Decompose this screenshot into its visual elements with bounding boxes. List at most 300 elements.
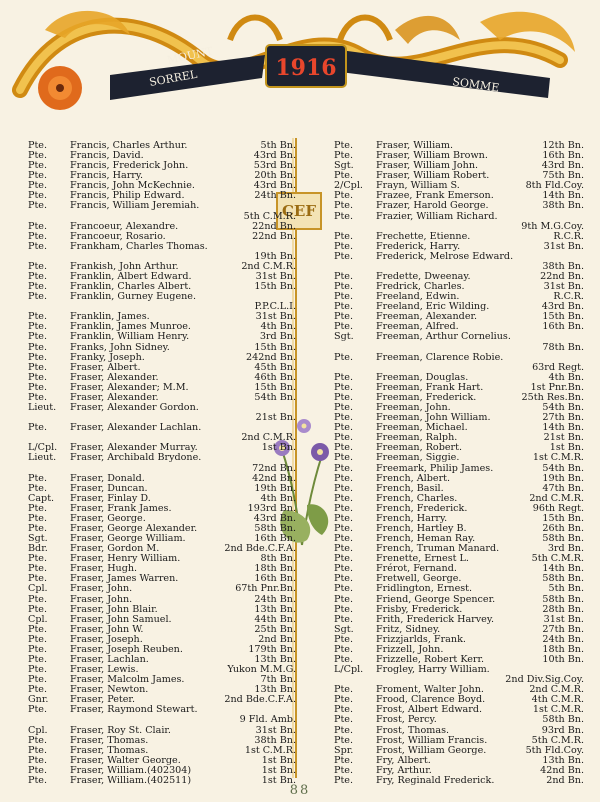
name-text: Fraser, Alexander Gordon. (70, 402, 199, 414)
name-text: Fraser, Raymond Stewart. (70, 704, 198, 716)
unit-text: Yukon M.M.G. (227, 664, 296, 676)
unit-text: 15th Bn. (254, 381, 296, 393)
rank-text: Pte. (28, 170, 48, 182)
unit-text: 38th Bn. (542, 200, 584, 212)
name-text: Freeman, Alexander. (376, 311, 478, 323)
unit-text: 26th Bn. (542, 522, 584, 534)
rank-text: Pte. (28, 774, 48, 786)
name-text: Frith, Frederick Harvey. (376, 613, 495, 625)
name-text: French, Basil. (376, 482, 444, 494)
page-number: 88 (289, 783, 311, 798)
name-text: Frederick, Melrose Edward. (376, 250, 514, 262)
unit-text: 1st C.M.R. (244, 744, 296, 756)
name-text: Frood, Clarence Boyd. (376, 694, 486, 706)
name-text: Franks, John Sidney. (70, 341, 170, 353)
unit-text: 58th Bn. (542, 573, 584, 585)
name-text: Freeman, John. (376, 402, 451, 414)
unit-text: 45th Bn. (254, 361, 296, 373)
name-text: Fretwell, George. (376, 573, 462, 585)
casualty-row (28, 584, 296, 594)
rank-text: Pte. (28, 291, 48, 303)
name-text: Francis, Frederick John. (70, 160, 189, 172)
unit-text: 31st Bn. (255, 724, 296, 736)
rank-text: Pte. (334, 734, 354, 746)
rank-text: Gnr. (28, 694, 49, 706)
unit-text: 24th Bn. (254, 190, 296, 202)
unit-text: 5th Bn. (548, 583, 584, 595)
name-text: Freeman, John William. (376, 412, 491, 424)
rank-text: Pte. (28, 744, 48, 756)
name-text: Frazier, William Richard. (376, 210, 498, 222)
name-text: Fry, Reginald Frederick. (376, 774, 495, 786)
name-text: Fraser, William John. (376, 160, 479, 172)
name-text: Francoeur, Rosario. (70, 230, 166, 242)
cef-monogram: CEF (276, 192, 322, 230)
rank-text: Pte. (334, 522, 354, 534)
name-text: Fraser, Malcolm James. (70, 674, 185, 686)
rank-text: Pte. (28, 593, 48, 605)
unit-text: 15th Bn. (542, 311, 584, 323)
name-text: Fredette, Dweenay. (376, 271, 471, 283)
unit-text: 5th Fld.Coy. (525, 744, 584, 756)
name-text: Fredrick, Charles. (376, 281, 465, 293)
unit-text: 3rd Bn. (259, 331, 296, 343)
unit-text: 93rd Bn. (541, 724, 584, 736)
rank-text: Pte. (334, 462, 354, 474)
rank-text: Pte. (28, 422, 48, 434)
unit-text: 16th Bn. (254, 573, 296, 585)
unit-text: 43rd Bn. (253, 180, 296, 192)
unit-text: 31st Bn. (543, 240, 584, 252)
unit-text: 12th Bn. (542, 140, 584, 151)
name-text: Fraser, William Robert. (376, 170, 490, 182)
name-text: Fraser, Finlay D. (70, 492, 151, 504)
name-text: French, Heman Ray. (376, 533, 476, 545)
unit-text: 58th Bn. (542, 533, 584, 545)
rank-text: Pte. (28, 361, 48, 373)
rank-text: Pte. (28, 502, 48, 514)
name-text: French, Hartley B. (376, 522, 467, 534)
name-text: Freeman, Alfred. (376, 321, 459, 333)
name-text: Fritz, Sidney. (376, 623, 441, 635)
unit-text: 15th Bn. (542, 512, 584, 524)
rank-text: Pte. (334, 472, 354, 484)
unit-text: 19th Bn. (542, 472, 584, 484)
rank-text: Pte. (334, 643, 354, 655)
name-text: Frazer, Harold George. (376, 200, 489, 212)
unit-text: 21st Bn. (255, 412, 296, 424)
name-text: Fraser, Frank James. (70, 502, 172, 514)
name-text: Frederick, Harry. (376, 240, 461, 252)
unit-text: 38th Bn. (542, 260, 584, 272)
unit-text: 27th Bn. (542, 412, 584, 424)
name-text: Francis, Philip Edward. (70, 190, 185, 202)
casualty-row (334, 453, 584, 463)
rank-text: Pte. (28, 512, 48, 524)
rank-text: Pte. (28, 391, 48, 403)
name-text: Fraser, George Alexander. (70, 522, 198, 534)
rank-text: Pte. (334, 764, 354, 776)
name-text: French, Truman Manard. (376, 543, 500, 555)
rank-text: Pte. (334, 543, 354, 555)
rank-text: Pte. (28, 643, 48, 655)
rank-text: Pte. (28, 220, 48, 232)
rank-text: Lieut. (28, 402, 57, 414)
name-text: Franklin, Albert Edward. (70, 271, 192, 283)
unit-text: 27th Bn. (542, 623, 584, 635)
unit-text: 13th Bn. (542, 754, 584, 766)
rank-text: Pte. (334, 351, 354, 363)
rank-text: Pte. (334, 391, 354, 403)
rank-text: Pte. (28, 240, 48, 252)
unit-text: 43rd Bn. (253, 512, 296, 524)
unit-text: 31st Bn. (543, 613, 584, 625)
unit-text: P.P.C.L.I. (254, 301, 296, 313)
name-text: Fraser, John W. (70, 623, 144, 635)
rank-text: Pte. (28, 200, 48, 212)
unit-text: 96th Regt. (532, 502, 584, 514)
unit-text: 1st Bn. (549, 442, 584, 454)
name-text: Freeman, Clarence Robie. (376, 351, 504, 363)
rank-text: Pte. (28, 603, 48, 615)
name-text: Fraser, Joseph. (70, 633, 143, 645)
unit-text: 1st Bn. (261, 754, 296, 766)
rank-text: Pte. (334, 603, 354, 615)
rank-text: Pte. (334, 150, 354, 162)
rank-text: Pte. (334, 724, 354, 736)
unit-text: 2nd C.M.R. (241, 260, 296, 272)
unit-text: 1st Bn. (261, 442, 296, 454)
rank-text: Pte. (28, 160, 48, 172)
name-text: Freeman, Michael. (376, 422, 468, 434)
rank-text: Pte. (334, 754, 354, 766)
rank-text: Pte. (28, 764, 48, 776)
rank-text: Pte. (334, 301, 354, 313)
name-text: Francis, Harry. (70, 170, 144, 182)
rank-text: Pte. (334, 583, 354, 595)
unit-text: 2nd Bn. (546, 774, 584, 786)
rank-text: Pte. (28, 311, 48, 323)
unit-text: 42nd Bn. (540, 764, 584, 776)
name-text: Freeman, Robert. (376, 442, 463, 454)
rank-text: Pte. (334, 200, 354, 212)
unit-text: 24th Bn. (542, 633, 584, 645)
unit-text: 179th Bn. (248, 643, 296, 655)
rank-text: Pte. (334, 512, 354, 524)
name-text: French, Frederick. (376, 502, 468, 514)
name-text: Fraser, James Warren. (70, 573, 179, 585)
name-text: Francis, John McKechnie. (70, 180, 195, 192)
unit-text: 1st Bn. (261, 774, 296, 786)
unit-text: 13th Bn. (254, 684, 296, 696)
rank-text: Pte. (28, 230, 48, 242)
unit-text: 25th Bn. (254, 623, 296, 635)
unit-text: 54th Bn. (542, 462, 584, 474)
name-text: Frenette, Ernest L. (376, 553, 469, 565)
rank-text: Pte. (28, 371, 48, 383)
name-text: Fraser, William. (376, 140, 454, 151)
name-text: Frost, William George. (376, 744, 487, 756)
rank-text: Pte. (334, 573, 354, 585)
name-text: Francis, Charles Arthur. (70, 140, 188, 151)
name-text: Fraser, William Brown. (376, 150, 488, 162)
rank-text: Pte. (28, 553, 48, 565)
unit-text: 63rd Regt. (532, 361, 584, 373)
rank-text: Pte. (28, 190, 48, 202)
unit-text: 3rd Bn. (547, 543, 584, 555)
name-text: Franklin, Charles Albert. (70, 281, 192, 293)
unit-text: 2nd C.M.R. (529, 684, 584, 696)
unit-text: 1st C.M.R. (532, 704, 584, 716)
unit-text: 242nd Bn. (246, 351, 296, 363)
unit-text: 14th Bn. (542, 422, 584, 434)
unit-text: 20th Bn. (254, 170, 296, 182)
right-column (334, 141, 584, 786)
name-text: Freeland, Edwin. (376, 291, 460, 303)
rank-text: Pte. (334, 210, 354, 222)
somme-label: SOMME (451, 75, 501, 95)
name-text: Freeman, Frederick. (376, 391, 477, 403)
rank-text: Pte. (28, 704, 48, 716)
unit-text: 58th Bn. (542, 593, 584, 605)
name-text: Francis, William Jeremiah. (70, 200, 200, 212)
rank-text: Pte. (334, 653, 354, 665)
rank-text: Pte. (334, 442, 354, 454)
name-text: Fraser, William.(402304) (70, 764, 192, 776)
rank-text: Pte. (334, 271, 354, 283)
sorrel-label: SORREL (148, 67, 199, 89)
name-text: Fraser, Donald. (70, 472, 145, 484)
rank-text: Sgt. (334, 331, 354, 343)
name-text: Fry, Arthur. (376, 764, 432, 776)
rank-text: Pte. (28, 260, 48, 272)
rank-text: Pte. (334, 774, 354, 786)
unit-text: 31st Bn. (255, 271, 296, 283)
rank-text: Pte. (334, 553, 354, 565)
name-text: Friend, George Spencer. (376, 593, 496, 605)
year-label: 1916 (275, 55, 337, 81)
name-text: Fraser, Alexander; M.M. (70, 381, 189, 393)
illuminated-banner (0, 0, 600, 135)
rank-text: Pte. (334, 281, 354, 293)
unit-text: 13th Bn. (254, 603, 296, 615)
unit-text: 8th Fld.Coy. (525, 180, 584, 192)
rank-text: Pte. (334, 291, 354, 303)
name-text: French, Harry. (376, 512, 448, 524)
rank-text: Pte. (334, 684, 354, 696)
name-text: Frost, Albert Edward. (376, 704, 483, 716)
name-text: Francoeur, Alexandre. (70, 220, 179, 232)
rank-text: Pte. (28, 684, 48, 696)
unit-text: 54th Bn. (542, 402, 584, 414)
rank-text: Pte. (334, 432, 354, 444)
name-text: Fraser, Alexander Murray. (70, 442, 198, 454)
rank-text: Sgt. (334, 160, 354, 172)
rank-text: Pte. (334, 492, 354, 504)
name-text: Fraser, Newton. (70, 684, 149, 696)
rank-text: L/Cpl. (28, 442, 58, 454)
name-text: Fraser, William.(402511) (70, 774, 192, 786)
unit-text: 18th Bn. (254, 563, 296, 575)
casualty-row (28, 453, 296, 463)
rank-text: Pte. (28, 623, 48, 635)
unit-text: 8th Bn. (260, 553, 296, 565)
unit-text: 28th Bn. (542, 603, 584, 615)
unit-text: 43rd Bn. (541, 160, 584, 172)
name-text: Fraser, Archibald Brydone. (70, 452, 202, 464)
casualty-row (28, 484, 296, 494)
unit-text: 16th Bn. (542, 321, 584, 333)
unit-text: 5th C.M.R. (531, 734, 584, 746)
name-text: Franklin, William Henry. (70, 331, 190, 343)
rank-text: Pte. (334, 140, 354, 151)
rank-text: Pte. (28, 573, 48, 585)
name-text: Fraser, Roy St. Clair. (70, 724, 171, 736)
unit-text: 2nd Div.Sig.Coy. (505, 674, 584, 686)
name-text: Frankham, Charles Thomas. (70, 240, 208, 252)
rank-text: Pte. (334, 482, 354, 494)
unit-text: 9 Fld. Amb. (239, 714, 296, 726)
rank-text: Pte. (334, 230, 354, 242)
name-text: Frizzelle, Robert Kerr. (376, 653, 485, 665)
name-text: Fraser, John. (70, 583, 133, 595)
unit-text: 1st C.M.R. (532, 452, 584, 464)
rank-text: Pte. (28, 563, 48, 575)
rank-text: Pte. (334, 613, 354, 625)
unit-text: 25th Res.Bn. (521, 391, 584, 403)
rank-text: Bdr. (28, 543, 48, 555)
name-text: Fraser, John Blair. (70, 603, 158, 615)
unit-text: 58th Bn. (542, 714, 584, 726)
name-text: Freeland, Eric Wilding. (376, 301, 490, 313)
name-text: Froment, Walter John. (376, 684, 484, 696)
rank-text: Pte. (334, 452, 354, 464)
unit-text: 24th Bn. (254, 593, 296, 605)
name-text: Frost, Thomas. (376, 724, 450, 736)
rank-text: Cpl. (28, 613, 48, 625)
name-text: Freeman, Arthur Cornelius. (376, 331, 511, 343)
name-text: Fraser, Thomas. (70, 744, 149, 756)
rank-text: Capt. (28, 492, 55, 504)
unit-text: 58th Bn. (254, 522, 296, 534)
unit-text: 19th Bn. (254, 250, 296, 262)
name-text: Freeman, Siggie. (376, 452, 460, 464)
unit-text: 21st Bn. (543, 432, 584, 444)
rank-text: Pte. (28, 281, 48, 293)
name-text: Freemark, Philip James. (376, 462, 494, 474)
name-text: Frankish, John Arthur. (70, 260, 179, 272)
rank-text: Pte. (28, 140, 48, 151)
rank-text: Pte. (28, 754, 48, 766)
unit-text: 44th Bn. (254, 613, 296, 625)
rank-text: Pte. (334, 412, 354, 424)
name-text: Fraser, Lachlan. (70, 653, 149, 665)
unit-text: 53rd Bn. (253, 160, 296, 172)
rank-text: Pte. (334, 371, 354, 383)
unit-text: 18th Bn. (542, 643, 584, 655)
unit-text: 16th Bn. (542, 150, 584, 162)
name-text: Freeman, Douglas. (376, 371, 469, 383)
unit-text: 9th M.G.Coy. (521, 220, 584, 232)
name-text: French, Albert. (376, 472, 451, 484)
unit-text: 193rd Bn. (247, 502, 296, 514)
name-text: Frérot, Fernand. (376, 563, 457, 575)
name-text: Fraser, Walter George. (70, 754, 181, 766)
name-text: Frizzell, John. (376, 643, 444, 655)
rank-text: Pte. (28, 271, 48, 283)
rank-text: Pte. (28, 472, 48, 484)
rank-text: Pte. (28, 522, 48, 534)
unit-text: 75th Bn. (542, 170, 584, 182)
unit-text: 15th Bn. (254, 281, 296, 293)
name-text: Fraser, Albert. (70, 361, 141, 373)
unit-text: 46th Bn. (254, 371, 296, 383)
name-text: Franklin, Gurney Eugene. (70, 291, 197, 303)
name-text: Fry, Albert. (376, 754, 431, 766)
rank-text: Pte. (28, 734, 48, 746)
rank-text: Pte. (334, 250, 354, 262)
rank-text: Pte. (334, 190, 354, 202)
rank-text: Pte. (28, 633, 48, 645)
unit-text: 31st Bn. (255, 311, 296, 323)
name-text: Frizzjarlds, Frank. (376, 633, 466, 645)
casualty-row (28, 625, 296, 635)
rank-text: Pte. (28, 664, 48, 676)
rank-text: Pte. (334, 533, 354, 545)
rank-text: Pte. (28, 381, 48, 393)
name-text: Fraser, John. (70, 593, 133, 605)
name-text: Fraser, Lewis. (70, 664, 139, 676)
rank-text: Cpl. (28, 724, 48, 736)
name-text: Fraser, George. (70, 512, 146, 524)
unit-text: 43rd Bn. (541, 301, 584, 313)
rank-text: Cpl. (28, 583, 48, 595)
unit-text: 5th C.M.R. (243, 210, 296, 222)
name-text: Frost, William Francis. (376, 734, 488, 746)
unit-text: 47th Bn. (542, 482, 584, 494)
rank-text: Pte. (28, 482, 48, 494)
unit-text: 67th Pnr.Bn. (235, 583, 296, 595)
unit-text: 1st Pnr.Bn. (530, 381, 584, 393)
unit-text: R.C.R. (553, 230, 584, 242)
rank-text: Pte. (334, 240, 354, 252)
rank-text: Pte. (334, 694, 354, 706)
rank-text: Pte. (334, 402, 354, 414)
rank-text: L/Cpl. (334, 664, 364, 676)
name-text: Fraser, Alexander Lachlan. (70, 422, 202, 434)
unit-text: 31st Bn. (543, 281, 584, 293)
unit-text: R.C.R. (553, 291, 584, 303)
rank-text: Pte. (334, 502, 354, 514)
unit-text: 4th Bn. (260, 321, 296, 333)
unit-text: 2nd Bn. (258, 633, 296, 645)
name-text: Fraser, Hugh. (70, 563, 138, 575)
rank-text: Pte. (334, 563, 354, 575)
rank-text: Pte. (28, 331, 48, 343)
name-text: Franklin, James. (70, 311, 150, 323)
unit-text: 16th Bn. (254, 533, 296, 545)
unit-text: 4th Bn. (548, 371, 584, 383)
name-text: Frazee, Frank Emerson. (376, 190, 494, 202)
unit-text: 22nd Bn. (540, 271, 584, 283)
name-text: Fridlington, Ernest. (376, 583, 473, 595)
rank-text: Pte. (334, 321, 354, 333)
name-text: Fraser, Joseph Reuben. (70, 643, 183, 655)
name-text: Frechette, Etienne. (376, 230, 471, 242)
unit-text: 14th Bn. (542, 190, 584, 202)
name-text: Fraser, Alexander. (70, 391, 159, 403)
unit-text: 54th Bn. (254, 391, 296, 403)
